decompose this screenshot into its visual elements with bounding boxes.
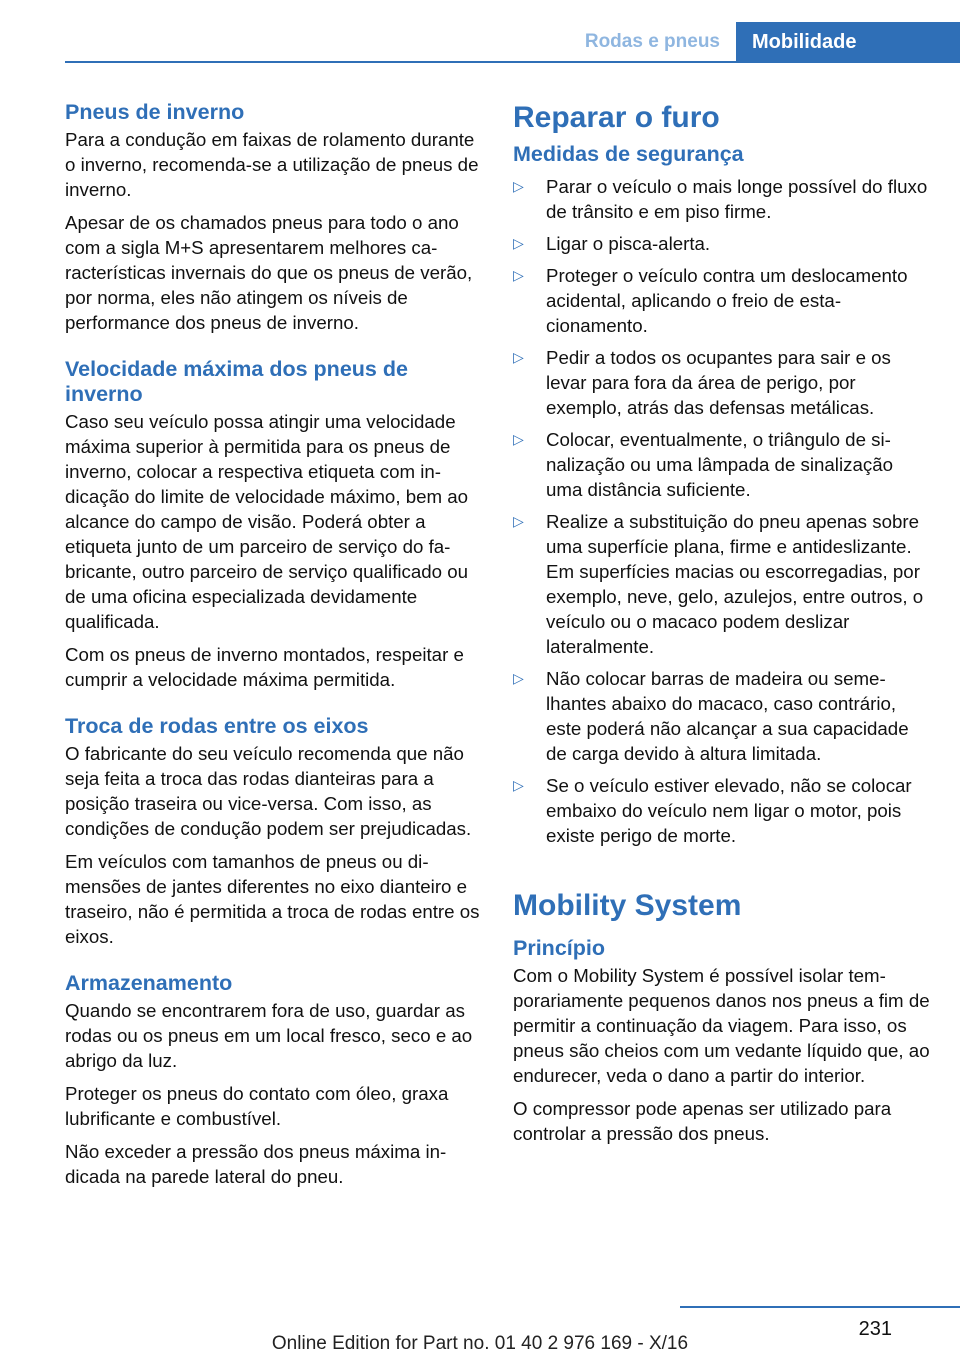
header-rule (65, 61, 960, 63)
edition-footer: Online Edition for Part no. 01 40 2 976 169 - X/16 (271, 1333, 689, 1354)
storage-paragraph: Quando se encontrarem fora de uso, guardar as rodas ou os pneus em um local fresco, seco e ao abrigo da luz. (65, 1000, 473, 1071)
repair-section (513, 100, 933, 848)
list-item: ▷ Não colocar barras de madeira ou semelhantes abaixo do macaco, caso contrário, este poderá não alcançar a sua capacidade de carga devido à altura limitada. (513, 666, 933, 766)
triangle-bullet-icon (513, 773, 524, 798)
principle-heading: Princípio (513, 936, 605, 960)
header-section-title: Rodas e pneus (584, 31, 720, 52)
triangle-bullet-icon (513, 666, 524, 691)
right-column (513, 100, 933, 1154)
list-item: ▷ Se o veículo estiver elevado, não se colocar embaixo do veículo nem ligar o motor, pois existe perigo de morte. (513, 773, 933, 848)
list-item: ▷ Realize a substituição do pneu apenas sobre uma superfície plana, firme e antideslizante. Em superfícies macias ou escorregadias, por exemplo, neve, gelo, azulejos, entre outros, o veículo ou o macaco podem deslizar lateralmente. (513, 509, 933, 659)
triangle-bullet-icon (513, 174, 524, 199)
winter-tires-heading: Pneus de inverno (65, 100, 245, 124)
triangle-bullet-icon (513, 345, 524, 370)
page-header (0, 22, 960, 64)
winter-tires-section (65, 100, 483, 335)
list-item: ▷ Parar o veículo o mais longe possível do fluxo de trânsito e em piso firme. (513, 174, 933, 224)
storage-paragraph: Não exceder a pressão dos pneus máxima indicada na parede lateral do pneu. (65, 1141, 447, 1187)
repair-title: Reparar o furo (513, 101, 720, 134)
principle-paragraph: O compressor pode apenas ser utilizado para controlar a pressão dos pneus. (513, 1098, 892, 1144)
max-speed-paragraph: Caso seu veículo possa atingir uma velocidade máxima superior à permitida para os pneus de inverno, colocar a respectiva etiqueta com indicação do limite de velocidade máximo, bem ao alcance do campo de visão. Poderá obter a etiqueta junto de um parceiro de serviço do fabricante, outro parceiro de serviço qualificado ou de uma oficina especializada devidamente qualificada. (65, 411, 469, 632)
triangle-bullet-icon (513, 231, 524, 256)
left-column (65, 100, 483, 1197)
mobility-system-title: Mobility System (513, 889, 742, 922)
max-speed-section (65, 357, 483, 692)
storage-paragraph: Proteger os pneus do contato com óleo, graxa lubrificante e combustível. (65, 1083, 449, 1129)
principle-paragraph: Com o Mobility System é possível isolar temporariamente pequenos danos nos pneus a fim de permitir a continuação da viagem. Para isso, os pneus são cheios com um vedante líquido que, ao endurecer, veda o dano a partir do interior. (513, 965, 930, 1086)
list-item: ▷ Pedir a todos os ocupantes para sair e os levar para fora da área de perigo, por exemplo, atrás das defensas metálicas. (513, 345, 933, 420)
list-item: ▷ Colocar, eventualmente, o triângulo de sinalização ou uma lâmpada de sinalização uma distância suficiente. (513, 427, 933, 502)
footer-rule (680, 1306, 960, 1308)
safety-heading: Medidas de segurança (513, 142, 744, 166)
storage-section (65, 971, 483, 1189)
winter-tires-paragraph: Para a condução em faixas de rolamento durante o inverno, recomenda-se a utilização de pneus de inverno. (65, 129, 479, 200)
winter-tires-paragraph: Apesar de os chamados pneus para todo o ano com a sigla M+S apresentarem melhores características invernais do que os pneus de verão, por norma, eles não atingem os níveis de performance dos pneus de inverno. (65, 212, 473, 333)
axle-swap-paragraph: Em veículos com tamanhos de pneus ou dimensões de jantes diferentes no eixo dianteiro e traseiro, não é permitida a troca de rodas entre os eixos. (65, 851, 480, 947)
triangle-bullet-icon (513, 509, 524, 534)
safety-list (513, 174, 933, 848)
max-speed-paragraph: Com os pneus de inverno montados, respeitar e cumprir a velocidade máxima permitida. (65, 644, 464, 690)
triangle-bullet-icon (513, 263, 524, 288)
list-item: ▷ Ligar o pisca-alerta. (513, 231, 933, 256)
mobility-system-section (513, 888, 933, 1146)
axle-swap-paragraph: O fabricante do seu veículo recomenda que não seja feita a troca das rodas dianteiras para a posição traseira ou vice-versa. Com isso, as condições de condução podem ser prejudicadas. (65, 743, 472, 839)
header-chapter-tab: Mobilidade (736, 22, 960, 63)
triangle-bullet-icon (513, 427, 524, 452)
page-number: 231 (858, 1318, 892, 1340)
max-speed-heading: Velocidade máxima dos pneus de inverno (65, 357, 408, 406)
axle-swap-heading: Troca de rodas entre os eixos (65, 714, 369, 738)
list-item: ▷ Proteger o veículo contra um deslocamento acidental, aplicando o freio de estacionamento. (513, 263, 933, 338)
axle-swap-section (65, 714, 483, 949)
storage-heading: Armazenamento (65, 971, 233, 995)
